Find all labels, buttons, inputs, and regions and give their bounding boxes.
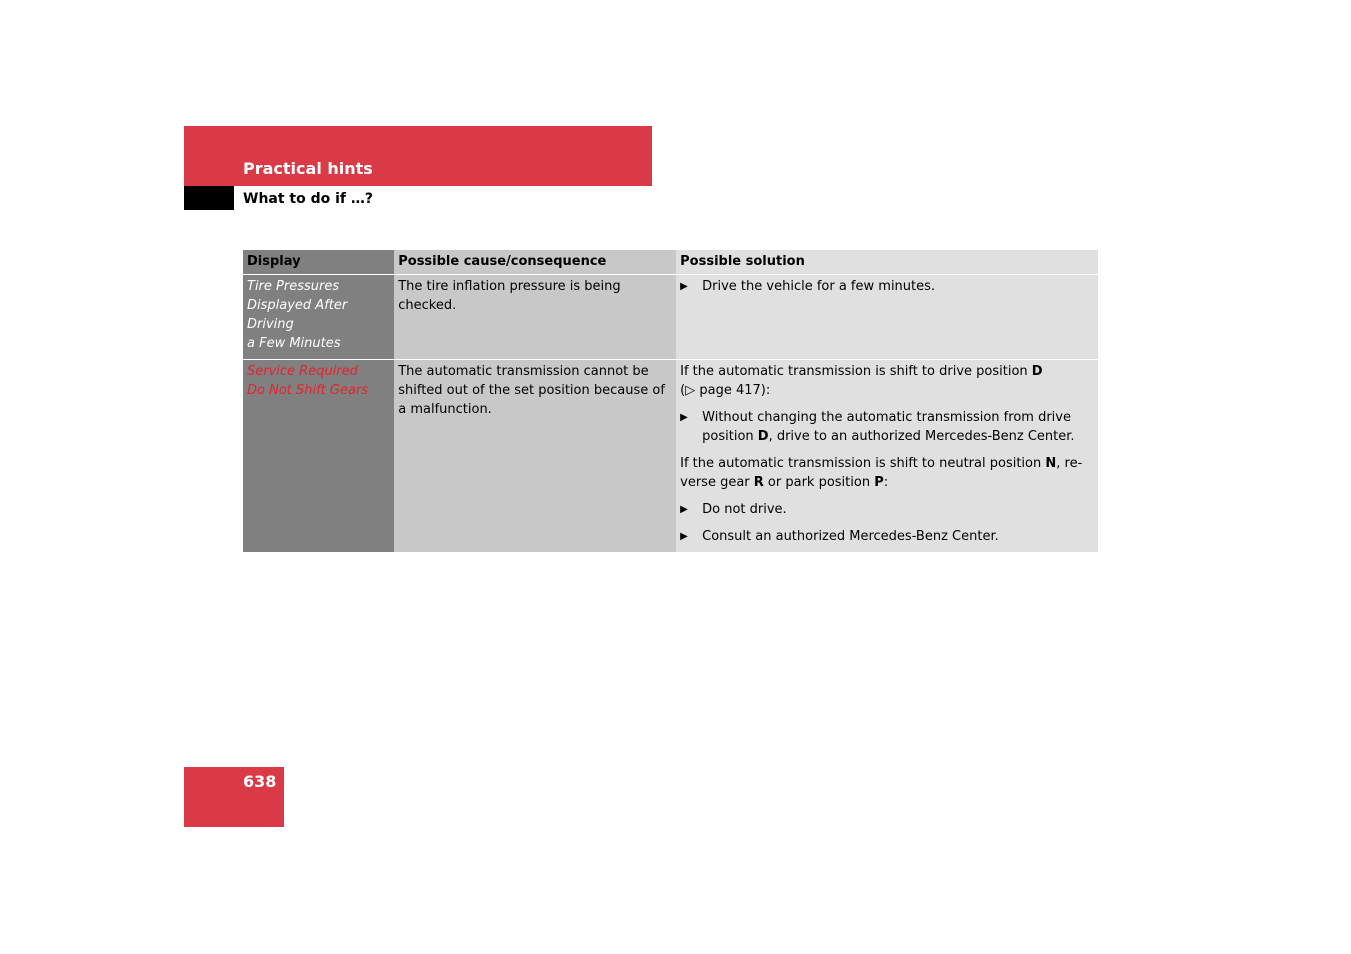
- subsection-title: What to do if …?: [243, 191, 374, 207]
- solution-cell: [676, 275, 1098, 360]
- bullet-arrow-icon: ▶: [680, 281, 688, 292]
- cause-cell: The tire inflation pressure is being checked.: [394, 275, 676, 360]
- solution-text: or park position: [763, 475, 875, 490]
- solution-step: [680, 527, 1094, 546]
- section-title: Practical hints: [243, 159, 373, 178]
- solution-step-text: Do not drive.: [702, 502, 787, 517]
- column-header-display: Display: [243, 250, 394, 275]
- display-message-cell: [243, 360, 394, 553]
- gear-position-label: P: [874, 475, 884, 490]
- troubleshooting-table: [243, 250, 1098, 552]
- column-header-cause: Possible cause/consequence: [394, 250, 676, 275]
- column-header-solution: Possible solution: [676, 250, 1098, 275]
- solution-step: [680, 408, 1094, 446]
- bullet-arrow-icon: ▶: [680, 531, 688, 542]
- solution-step-text: Without changing the automatic transmission from drive position: [702, 410, 1071, 444]
- page-number: 638: [243, 772, 277, 791]
- solution-paragraph: [680, 362, 1094, 400]
- display-message-line: Tire Pressures: [247, 279, 340, 294]
- solution-step: [680, 277, 1094, 296]
- display-message-line: a Few Minutes: [247, 336, 341, 351]
- page-reference-link[interactable]: page 417):: [695, 383, 771, 398]
- bullet-arrow-icon: ▶: [680, 504, 688, 515]
- display-message-line: Service Required: [247, 364, 358, 379]
- cause-cell: The automatic transmission cannot be shifted out of the set position because of a malfunction.: [394, 360, 676, 553]
- display-message-cell: [243, 275, 394, 360]
- gear-position-label: D: [1031, 364, 1043, 379]
- solution-step: [680, 500, 1094, 519]
- bullet-arrow-icon: ▶: [680, 412, 688, 423]
- display-message-line: Displayed After Driving: [247, 298, 348, 332]
- page-ref-arrow-icon: ▷: [685, 383, 696, 398]
- solution-text: :: [883, 475, 889, 490]
- gear-position-label: D: [757, 429, 769, 444]
- table-header-row: [243, 250, 1098, 275]
- solution-paragraph: [680, 454, 1094, 492]
- section-tab-marker: [184, 186, 234, 210]
- solution-text: , re-verse gear: [680, 456, 1083, 490]
- table-row: [243, 275, 1098, 360]
- solution-step-text: Consult an authorized Mercedes-Benz Center.: [702, 529, 999, 544]
- table-row: [243, 360, 1098, 553]
- display-message-line: Do Not Shift Gears: [247, 383, 369, 398]
- solution-cell: [676, 360, 1098, 553]
- solution-text: If the automatic transmission is shift to drive position: [680, 364, 1032, 379]
- page-ref-paren: (: [680, 383, 686, 398]
- solution-text: If the automatic transmission is shift to neutral position: [680, 456, 1046, 471]
- gear-position-label: N: [1045, 456, 1057, 471]
- solution-step-text: , drive to an authorized Mercedes-Benz Center.: [768, 429, 1075, 444]
- solution-step-text: Drive the vehicle for a few minutes.: [702, 279, 936, 294]
- gear-position-label: R: [753, 475, 764, 490]
